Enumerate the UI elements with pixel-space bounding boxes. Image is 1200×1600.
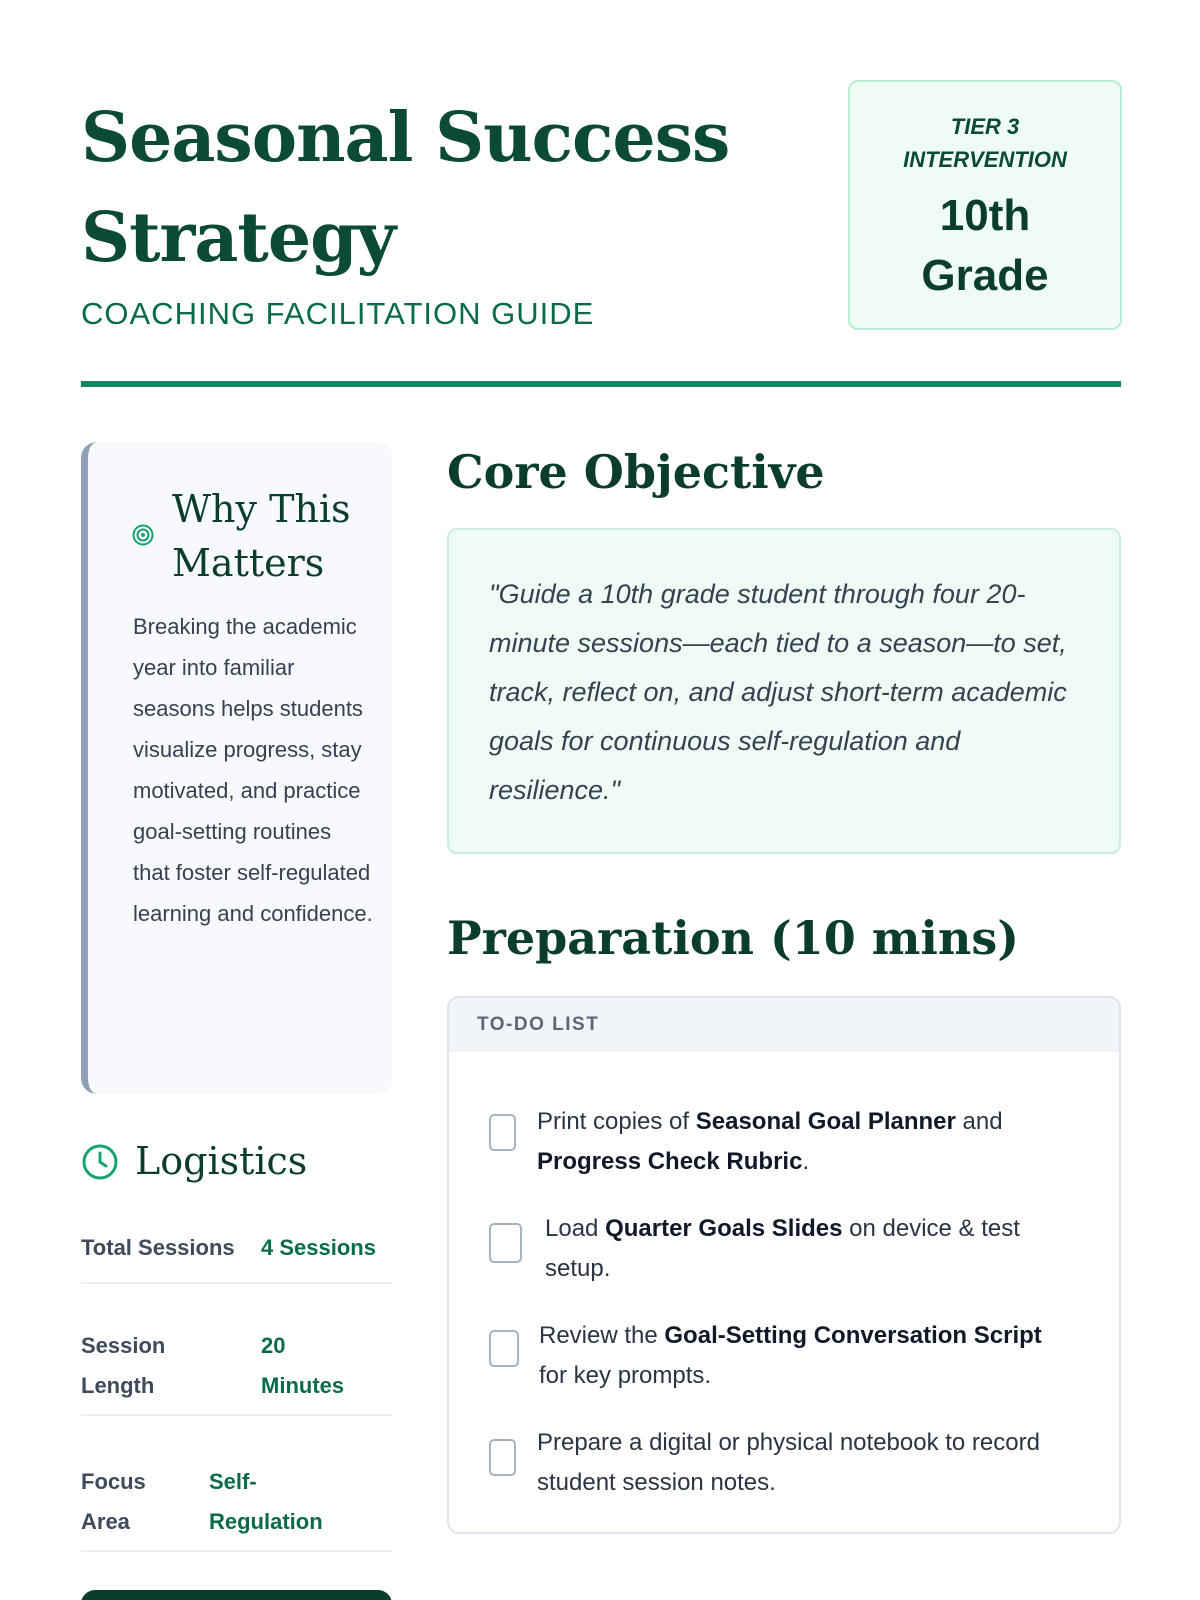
logistics-label: Session Length <box>81 1333 166 1398</box>
clock-icon <box>81 1143 119 1181</box>
todo-checkbox[interactable] <box>489 1330 519 1367</box>
core-objective-box <box>447 528 1121 854</box>
why-title: Why This Matters <box>172 487 351 585</box>
todo-text: Prepare a digital or physical notebook to record student session notes. <box>537 1429 1040 1496</box>
core-objective-quote: "Guide a 10th grade student through four 20-minute sessions—each tied to a season—to set, track, reflect on, and adjust short-term academic goals for continuous self-regulation and resilience." <box>489 579 1067 805</box>
todo-item <box>489 1423 1089 1503</box>
logistics-value: Self-Regulation <box>209 1469 323 1534</box>
why-card <box>81 442 392 1094</box>
core-objective-title: Core Objective <box>447 445 825 499</box>
todo-checkbox[interactable] <box>489 1439 516 1476</box>
todo-item <box>489 1209 1089 1289</box>
todo-text: Review the Goal-Setting Conversation Script for key prompts. <box>539 1322 1042 1389</box>
logistics-row <box>81 1318 392 1416</box>
todo-text: Load Quarter Goals Slides on device & test setup. <box>545 1215 1020 1282</box>
logistics-row <box>81 1228 392 1284</box>
page-title: Seasonal Success Strategy <box>81 98 730 278</box>
next-section-card <box>81 1590 392 1600</box>
logistics-title: Logistics <box>135 1139 308 1183</box>
todo-checkbox[interactable] <box>489 1223 522 1263</box>
header-divider <box>81 381 1121 387</box>
preparation-title: Preparation (10 mins) <box>447 911 1020 965</box>
logistics-row <box>81 1454 392 1552</box>
logistics-label: Focus Area <box>81 1469 146 1534</box>
grade-badge <box>848 80 1122 330</box>
todo-checkbox[interactable] <box>489 1114 516 1151</box>
todo-text: Print copies of Seasonal Goal Planner and Progress Check Rubric. <box>537 1108 1003 1175</box>
tier-label: TIER 3 INTERVENTION <box>903 114 1067 172</box>
todo-list-header: TO-DO LIST <box>449 998 1119 1052</box>
target-icon <box>132 524 154 546</box>
why-body: Breaking the academic year into familiar seasons helps students visualize progress, stay motivated, and practice goal-setting routines that foster self-regulated learning and confidence. <box>133 614 373 926</box>
page-subtitle: COACHING FACILITATION GUIDE <box>81 296 595 331</box>
todo-list <box>447 996 1121 1534</box>
logistics-label: Total Sessions <box>81 1235 235 1260</box>
todo-item <box>489 1102 1089 1182</box>
grade-label: 10th Grade <box>921 191 1049 300</box>
todo-item <box>489 1316 1089 1396</box>
logistics-value: 4 Sessions <box>261 1235 376 1260</box>
logistics-value: 20 Minutes <box>261 1333 345 1398</box>
